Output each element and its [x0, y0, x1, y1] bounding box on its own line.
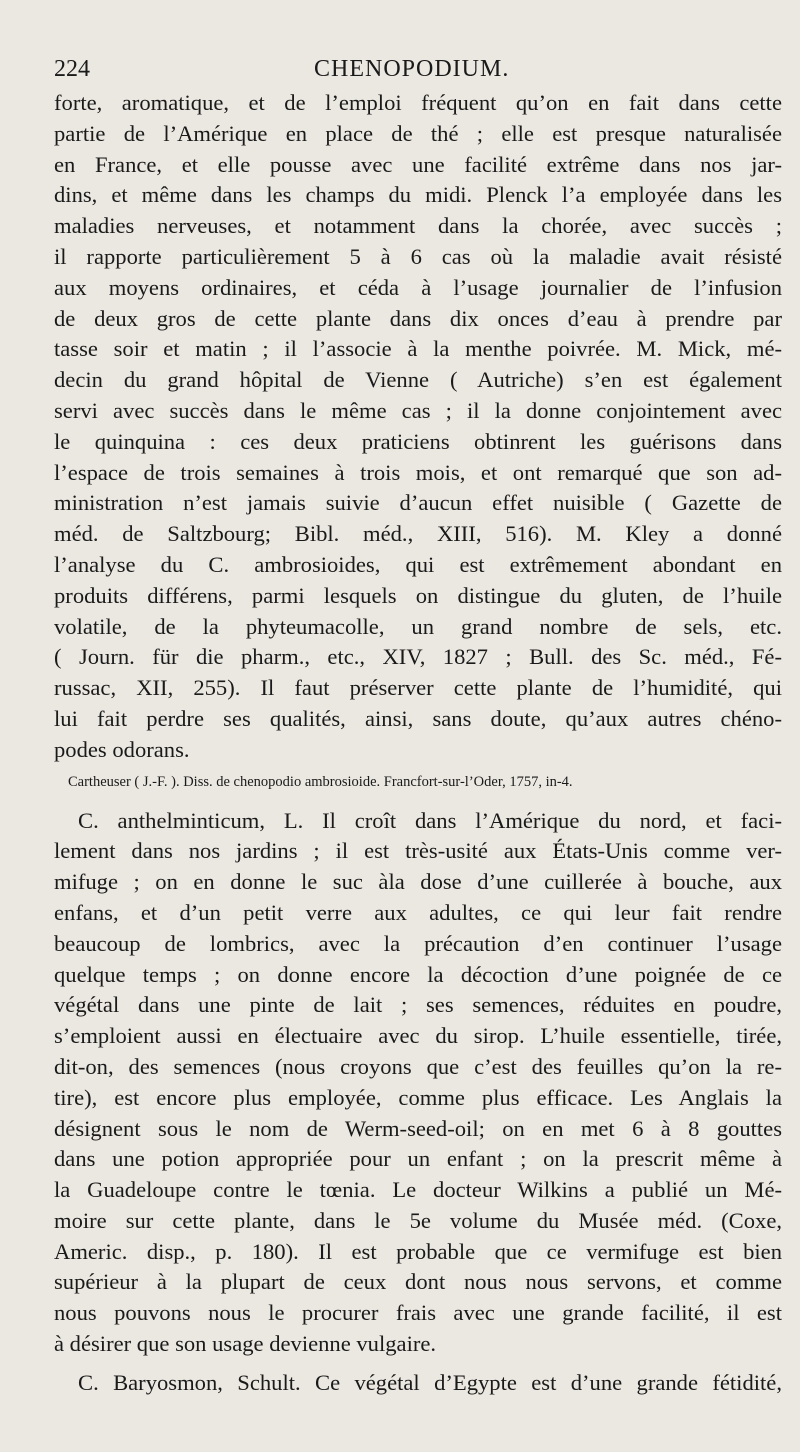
text-line: nous pouvons nous le procurer frais avec une grande facilité, il est [54, 1300, 782, 1326]
text-line: l’espace de trois semaines à trois mois, et ont remarqué que son ad- [54, 459, 782, 485]
paragraph-anthelminticum [54, 806, 782, 1360]
text-line: russac, XII, 255). Il faut préserver cette plante de l’humidité, qui [54, 675, 782, 701]
text-line: ( Journ. für die pharm., etc., XIV, 1827 ; Bull. des Sc. méd., Fé- [54, 644, 782, 670]
text-line: moire sur cette plante, dans le 5e volume du Musée méd. (Coxe, [54, 1207, 782, 1233]
text-line: dins, et même dans les champs du midi. Plenck l’a employée dans les [54, 182, 782, 208]
text-line: de deux gros de cette plante dans dix onces d’eau à prendre par [54, 305, 782, 331]
text-line: C. Baryosmon, Schult. Ce végétal d’Egypte est d’une grande fétidité, [78, 1369, 782, 1395]
text-line: Americ. disp., p. 180). Il est probable que ce vermifuge est bien [54, 1238, 782, 1264]
text-line: tire), est encore plus employée, comme plus efficace. Les Anglais la [54, 1084, 782, 1110]
text-line: méd. de Saltzbourg; Bibl. méd., XIII, 516). M. Kley a donné [54, 521, 782, 547]
text-line: lui fait perdre ses qualités, ainsi, sans doute, qu’aux autres chéno- [54, 705, 782, 731]
text-line: supérieur à la plupart de ceux dont nous nous servons, et comme [54, 1269, 782, 1295]
text-line: servi avec succès dans le même cas ; il la donne conjointement avec [54, 397, 782, 423]
text-line: quelque temps ; on donne encore la décoction d’une poignée de ce [54, 961, 782, 987]
text-line: decin du grand hôpital de Vienne ( Autriche) s’en est également [54, 367, 782, 393]
text-line: podes odorans. [54, 736, 190, 762]
text-line: ministration n’est jamais suivie d’aucun effet nuisible ( Gazette de [54, 490, 782, 516]
text-line: en France, et elle pousse avec une facilité extrême dans nos jar- [54, 151, 782, 177]
text-line: partie de l’Amérique en place de thé ; elle est presque naturalisée [54, 120, 782, 146]
text-line: dit-on, des semences (nous croyons que c’est des feuilles qu’on la re- [54, 1053, 782, 1079]
text-line: C. anthelminticum, L. Il croît dans l’Amérique du nord, et faci- [78, 807, 782, 833]
text-line: la Guadeloupe contre le tœnia. Le docteur Wilkins a publié un Mé- [54, 1177, 782, 1203]
text-line: désignent sous le nom de Werm-seed-oil; on en met 6 à 8 gouttes [54, 1115, 782, 1141]
text-line: tasse soir et matin ; il l’associe à la menthe poivrée. M. Mick, mé- [54, 336, 782, 362]
text-line: produits différens, parmi lesquels on distingue du gluten, de l’huile [54, 582, 782, 608]
text-line: dans une potion appropriée pour un enfant ; on la prescrit même à [54, 1146, 782, 1172]
bibliographic-citation: Cartheuser ( J.-F. ). Diss. de chenopodio ambrosioide. Francfort-sur-l’Oder, 1757, in-4. [68, 773, 573, 790]
text-line: volatile, de la phyteumacolle, un grand nombre de sels, etc. [54, 613, 782, 639]
paragraph-ambrosioides [54, 88, 782, 766]
text-line: lement dans nos jardins ; il est très-usité aux États-Unis comme ver- [54, 838, 782, 864]
text-line: forte, aromatique, et de l’emploi fréquent qu’on en fait dans cette [54, 90, 782, 115]
text-line: s’emploient aussi en électuaire avec du sirop. L’huile essentielle, tirée, [54, 1023, 782, 1049]
text-line: beaucoup de lombrics, avec la précaution d’en continuer l’usage [54, 930, 782, 956]
page-header [54, 48, 782, 88]
running-head: CHENOPODIUM. [314, 56, 510, 82]
page-number: 224 [54, 56, 90, 82]
text-line: l’analyse du C. ambrosioides, qui est extrêmement abondant en [54, 551, 782, 577]
text-line: maladies nerveuses, et notamment dans la chorée, avec succès ; [54, 213, 782, 239]
text-line: il rapporte particulièrement 5 à 6 cas où la maladie avait résisté [54, 243, 782, 269]
text-line: aux moyens ordinaires, et céda à l’usage journalier de l’infusion [54, 274, 782, 300]
paragraph-baryosmon [54, 1368, 782, 1399]
text-line: enfans, et d’un petit verre aux adultes, ce qui leur fait rendre [54, 899, 782, 925]
text-line: végétal dans une pinte de lait ; ses semences, réduites en poudre, [54, 992, 782, 1018]
text-line: mifuge ; on en donne le suc àla dose d’une cuillerée à bouche, aux [54, 869, 782, 895]
text-line: le quinquina : ces deux praticiens obtinrent les guérisons dans [54, 428, 782, 454]
text-line: à désirer que son usage devienne vulgaire. [54, 1331, 437, 1357]
